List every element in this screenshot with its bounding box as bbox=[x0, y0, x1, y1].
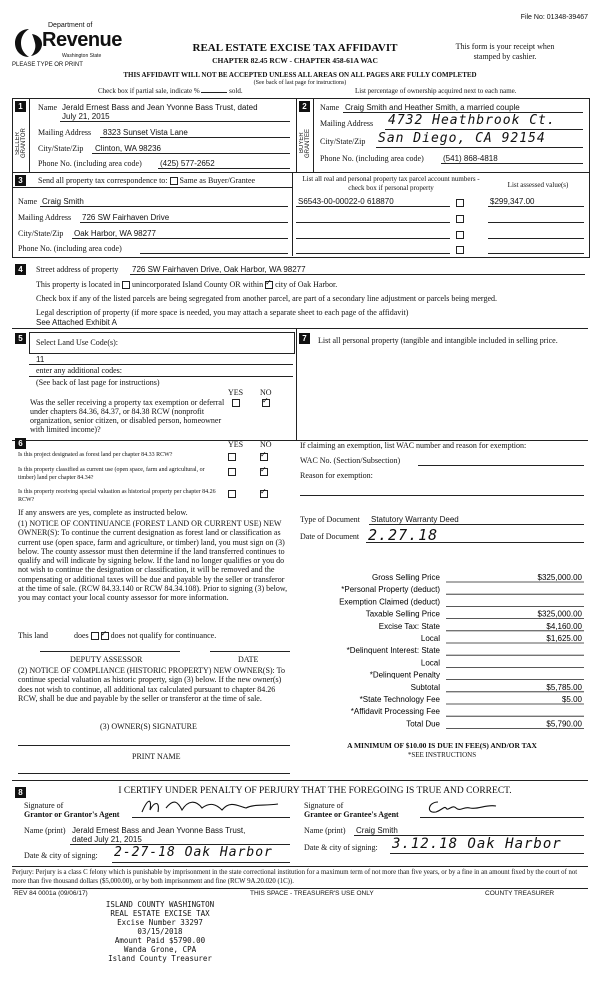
deputy-assessor-label: DEPUTY ASSESSOR bbox=[70, 655, 143, 664]
partial-sale-row bbox=[98, 87, 243, 95]
dor-logo-icon bbox=[12, 26, 46, 60]
parcel-header: List all real and personal property tax parcel account numbers - check box if personal property bbox=[302, 175, 480, 192]
street-address-label: Street address of property bbox=[36, 265, 119, 274]
corr-city[interactable]: Oak Harbor, WA 98277 bbox=[74, 229, 156, 238]
instructions-note: (See back of last page for instructions) bbox=[253, 80, 347, 86]
section-4-badge: 4 bbox=[15, 264, 26, 275]
current-use-no-checkbox[interactable] bbox=[260, 467, 268, 476]
grantor-name-2[interactable]: dated July 21, 2015 bbox=[72, 835, 142, 844]
section-5-badge: 5 bbox=[15, 333, 26, 344]
stamp-line: Island County Treasurer bbox=[108, 954, 212, 963]
seller-phone[interactable]: (425) 577-2652 bbox=[160, 159, 215, 168]
grantor-name-label: Name (print) bbox=[24, 826, 66, 835]
warning: THIS AFFIDAVIT WILL NOT BE ACCEPTED UNLESS ALL AREAS ON ALL PAGES ARE FULLY COMPLETED bbox=[123, 71, 477, 79]
seller-address[interactable]: 8323 Sunset Vista Lane bbox=[103, 128, 188, 137]
grantor-date[interactable]: 2-27-18 Oak Harbor bbox=[114, 845, 273, 860]
fee-label: Total Due bbox=[406, 719, 440, 729]
corr-phone-label: Phone No. (including area code) bbox=[18, 244, 122, 253]
fee-value[interactable]: $4,160.00 bbox=[546, 621, 582, 631]
fee-table bbox=[296, 570, 588, 730]
legal-description-label: Legal description of property (if more space is needed, you may attach a separate sheet to each page of the affidavit) bbox=[36, 308, 409, 317]
treasurer-use-label: THIS SPACE - TREASURER'S USE ONLY bbox=[250, 890, 374, 897]
logo-state: Washington State bbox=[62, 53, 102, 59]
form-revision: REV 84 0001a (09/06/17) bbox=[14, 890, 88, 897]
stamp-line: REAL ESTATE EXCISE TAX bbox=[110, 909, 210, 918]
fee-label: Local bbox=[420, 658, 440, 668]
assessed-value[interactable]: $299,347.00 bbox=[490, 197, 535, 206]
seller-address-label: Mailing Address bbox=[38, 128, 92, 137]
receipt-note: This form is your receipt when stamped by cashier. bbox=[455, 42, 555, 61]
segregated-note: Check box if any of the listed parcels are being segregated from another parcel, are part of a secondary line adjustment or parcels being merged. bbox=[36, 294, 497, 303]
buyer-address-label: Mailing Address bbox=[320, 119, 374, 128]
fee-value[interactable]: $5.00 bbox=[561, 695, 582, 704]
fee-value[interactable]: $325,000.00 bbox=[537, 573, 582, 582]
fee-label: *Affidavit Processing Fee bbox=[350, 707, 440, 717]
land-qualify-row: This land does ✓ does not qualify for continuance. bbox=[18, 631, 216, 640]
section-7-badge: 7 bbox=[299, 333, 310, 344]
exempt-yes-checkbox[interactable] bbox=[232, 398, 240, 407]
seller-city-label: City/State/Zip bbox=[38, 144, 84, 153]
fee-label: *Delinquent Interest: State bbox=[346, 646, 440, 656]
additional-codes-label: enter any additional codes: bbox=[36, 366, 122, 375]
parcel-checkbox-2[interactable] bbox=[456, 214, 464, 223]
fee-label: Excise Tax: State bbox=[378, 621, 440, 631]
forest-no-checkbox[interactable] bbox=[260, 452, 268, 461]
treasurer-stamp bbox=[70, 900, 250, 963]
land-use-code[interactable]: 11 bbox=[36, 355, 45, 364]
ownership-note: List percentage of ownership acquired next to each name. bbox=[355, 87, 517, 95]
current-use-question: Is this property classified as current use (open space, farm and agricultural, or timber) land per chapter 84.34? bbox=[18, 467, 205, 481]
city-checkbox[interactable] bbox=[265, 281, 273, 289]
grantee-name-label: Name (print) bbox=[304, 826, 346, 835]
same-as-buyer-label: Same as Buyer/Grantee bbox=[179, 176, 256, 185]
exempt-yes-header: YES bbox=[228, 388, 244, 397]
section-1-badge: 1 bbox=[15, 101, 26, 112]
seller-phone-label: Phone No. (including area code) bbox=[38, 159, 142, 168]
section-6-badge: 6 bbox=[15, 438, 26, 449]
stamp-line: Excise Number 33297 bbox=[117, 918, 203, 927]
corr-name[interactable]: Craig Smith bbox=[42, 197, 84, 206]
parcel-checkbox-4[interactable] bbox=[456, 245, 464, 254]
fee-value[interactable]: $5,790.00 bbox=[546, 719, 582, 729]
buyer-phone[interactable]: (541) 868-4818 bbox=[443, 154, 498, 163]
logo-name: Revenue bbox=[42, 29, 122, 51]
correspondence-header bbox=[38, 176, 255, 185]
historic-question: Is this property receiving special valuation as historical property per chapter 84.26 RCW? bbox=[18, 489, 216, 503]
buyer-city[interactable]: San Diego, CA 92154 bbox=[378, 131, 546, 146]
grantor-sig-label-1: Signature of bbox=[24, 801, 64, 810]
located-row: This property is located in unincorporated Island County OR within ✓ city of Oak Harbor. bbox=[36, 280, 337, 289]
buyer-address[interactable]: 4732 Heathbrook Ct. bbox=[388, 113, 556, 128]
grantor-sig-label-2: Grantor or Grantor's Agent bbox=[24, 810, 120, 819]
forest-yes-checkbox[interactable] bbox=[228, 452, 236, 461]
fee-label: *Delinquent Penalty bbox=[369, 670, 440, 680]
corr-address[interactable]: 726 SW Fairhaven Drive bbox=[82, 213, 170, 222]
seller-city[interactable]: Clinton, WA 98236 bbox=[95, 144, 161, 153]
fee-label: Exemption Claimed (deduct) bbox=[339, 597, 440, 607]
logo-dept: Department of bbox=[48, 22, 93, 29]
corr-city-label: City/State/Zip bbox=[18, 229, 64, 238]
grantor-signature-icon[interactable] bbox=[138, 796, 288, 818]
print-name-label: PRINT NAME bbox=[132, 752, 181, 761]
section-2-badge: 2 bbox=[299, 101, 310, 112]
corr-address-label: Mailing Address bbox=[18, 213, 72, 222]
buyer-name[interactable]: Craig Smith and Heather Smith, a married couple bbox=[345, 103, 520, 112]
perjury-notice: Perjury: Perjury is a class C felony which is punishable by imprisonment in the state correctional institution for a maximum term of not more than five years, or by a fine in an amount fixed by the court of not more than five thousand dollars ($5,000.00), or by both imprisonment and fine (RCW 9A.20.020 (1C)). bbox=[12, 869, 578, 885]
seller-name-2[interactable]: July 21, 2015 bbox=[62, 112, 110, 121]
exempt-question: Was the seller receiving a property tax exemption or deferral under chapters 84.36, 84.37, or 84.38 RCW (nonprofit organization, senior citizen, or disabled person, homeowner with limited income)? bbox=[30, 398, 225, 434]
doc-type[interactable]: Statutory Warranty Deed bbox=[371, 515, 459, 524]
see-instructions: *SEE INSTRUCTIONS bbox=[407, 751, 477, 759]
any-yes-note: If any answers are yes, complete as instructed below. bbox=[18, 508, 188, 517]
does-qualify-checkbox[interactable] bbox=[91, 632, 99, 640]
grantee-date-label: Date & city of signing: bbox=[304, 843, 378, 852]
exempt-no-checkbox[interactable] bbox=[262, 398, 270, 407]
compliance-notice: (2) NOTICE OF COMPLIANCE (HISTORIC PROPERTY) NEW OWNER(S): To continue special valuation as historic property, sign (3) below. If the new owner(s) does not wish to continue, all additional tax calculated pursuant to chapter 84.26 RCW, shall be due and payable by the seller or transferor at the time of sale. bbox=[18, 666, 285, 703]
fee-value[interactable]: $5,785.00 bbox=[546, 682, 582, 692]
fee-label: Local bbox=[420, 634, 440, 643]
parcel-checkbox-1[interactable] bbox=[456, 198, 464, 207]
s6-yes-header: YES bbox=[228, 440, 244, 449]
historic-yes-checkbox[interactable] bbox=[228, 489, 236, 498]
owner-signature-label: (3) OWNER(S) SIGNATURE bbox=[100, 722, 197, 731]
parcel-number[interactable]: S6543-00-00022-0 618870 bbox=[298, 197, 394, 206]
exemption-label: If claiming an exemption, list WAC number and reason for exemption: bbox=[300, 441, 527, 450]
exemption-reason-label: Reason for exemption: bbox=[300, 471, 373, 480]
grantee-sig-label-1: Signature of bbox=[304, 801, 344, 810]
stamp-line: ISLAND COUNTY WASHINGTON bbox=[105, 900, 215, 909]
grantee-name[interactable]: Craig Smith bbox=[356, 826, 398, 835]
legal-description[interactable]: See Attached Exhibit A bbox=[36, 318, 117, 327]
buyer-name-label: Name bbox=[320, 103, 340, 112]
current-use-yes-checkbox[interactable] bbox=[228, 467, 236, 476]
wac-label: WAC No. (Section/Subsection) bbox=[300, 456, 401, 465]
historic-no-checkbox[interactable] bbox=[260, 489, 268, 498]
fee-label: *State Technology Fee bbox=[359, 695, 440, 704]
partial-sale-sold: sold. bbox=[229, 87, 243, 95]
does-not-qualify-checkbox[interactable] bbox=[101, 632, 109, 640]
please-type: PLEASE TYPE OR PRINT bbox=[12, 62, 83, 68]
form-title: REAL ESTATE EXCISE TAX AFFIDAVIT bbox=[192, 42, 398, 54]
parcel-checkbox-3[interactable] bbox=[456, 230, 464, 239]
grantee-signature-icon[interactable] bbox=[424, 796, 524, 818]
fee-value[interactable]: $1,625.00 bbox=[546, 634, 582, 643]
corr-name-label: Name bbox=[18, 197, 38, 206]
seller-name-label: Name bbox=[38, 103, 58, 112]
unincorporated-checkbox[interactable] bbox=[122, 281, 130, 289]
buyer-phone-label: Phone No. (including area code) bbox=[320, 154, 424, 163]
street-address[interactable]: 726 SW Fairhaven Drive, Oak Harbor, WA 98277 bbox=[132, 265, 306, 274]
buyer-city-label: City/State/Zip bbox=[320, 137, 366, 146]
same-as-buyer-checkbox[interactable] bbox=[170, 177, 178, 185]
s6-no-header: NO bbox=[260, 440, 272, 449]
fee-value[interactable]: $325,000.00 bbox=[537, 609, 582, 619]
land-use-label: Select Land Use Code(s): bbox=[36, 338, 118, 347]
section-3-badge: 3 bbox=[15, 175, 26, 186]
grantor-name[interactable]: Jerald Ernest Bass and Jean Yvonne Bass Trust, bbox=[72, 826, 246, 835]
seller-side-label: SELLER GRANTOR bbox=[15, 128, 27, 158]
exempt-no-header: NO bbox=[260, 388, 272, 397]
continuance-notice: (1) NOTICE OF CONTINUANCE (FOREST LAND OR CURRENT USE) NEW OWNER(S): To continue the current designation as forest land or classification as current use (open space, farm and agriculture, or timber) land, you must sign on (3) below. The county assessor must then determine if the land transferred continues to qualify and will indicate by signing below. If the land no longer qualifies or you do not wish to continue the designation or classification, it will be removed and the compensating or additional taxes will be due and payable by the seller or transferor at the time of sale. (RCW 84.33.140 or RCW 84.34.108). Prior to signing (3) below, you may contact your local county assessor for more information. bbox=[18, 519, 288, 603]
buyer-side-label: BUYER GRANTEE bbox=[299, 128, 311, 158]
fee-label: Subtotal bbox=[410, 682, 440, 692]
minimum-note: A MINIMUM OF $10.00 IS DUE IN FEE(S) AND/OR TAX bbox=[347, 741, 537, 750]
stamp-line: Amount Paid $5790.00 bbox=[114, 936, 206, 945]
file-number: File No: 01348-39467 bbox=[520, 14, 588, 21]
section-8-badge: 8 bbox=[15, 787, 26, 798]
fee-label: Taxable Selling Price bbox=[365, 609, 440, 619]
correspondence-label: Send all property tax correspondence to: bbox=[38, 176, 168, 185]
forest-land-question: Is this project designated as forest land per chapter 84.33 RCW? bbox=[18, 452, 173, 458]
fee-label: Gross Selling Price bbox=[371, 573, 440, 582]
stamp-line: Wanda Grone, CPA bbox=[123, 945, 197, 954]
stamp-line: 03/15/2018 bbox=[137, 927, 183, 936]
seller-name[interactable]: Jerald Ernest Bass and Jean Yvonne Bass Trust, dated bbox=[62, 103, 258, 112]
grantee-sig-label-2: Grantee or Grantee's Agent bbox=[304, 810, 399, 819]
county-treasurer-label: COUNTY TREASURER bbox=[485, 890, 555, 897]
doc-date[interactable]: 2.27.18 bbox=[368, 526, 439, 544]
doc-type-label: Type of Document bbox=[300, 515, 360, 524]
grantee-date[interactable]: 3.12.18 Oak Harbor bbox=[392, 836, 562, 852]
personal-property-label: List all personal property (tangible and intangible included in selling price. bbox=[318, 336, 558, 345]
assessed-header: List assessed value(s) bbox=[507, 181, 569, 189]
assessor-date-label: DATE bbox=[238, 655, 259, 664]
doc-date-label: Date of Document bbox=[300, 532, 360, 541]
fee-label: *Personal Property (deduct) bbox=[341, 585, 440, 595]
see-back-note: (See back of last page for instructions) bbox=[36, 378, 160, 387]
certify-statement: I CERTIFY UNDER PENALTY OF PERJURY THAT THE FOREGOING IS TRUE AND CORRECT. bbox=[118, 786, 512, 796]
partial-sale-label: Check box if partial sale, indicate % bbox=[98, 87, 200, 95]
form-subtitle: CHAPTER 82.45 RCW - CHAPTER 458-61A WAC bbox=[212, 56, 378, 65]
grantor-date-label: Date & city of signing: bbox=[24, 851, 98, 860]
